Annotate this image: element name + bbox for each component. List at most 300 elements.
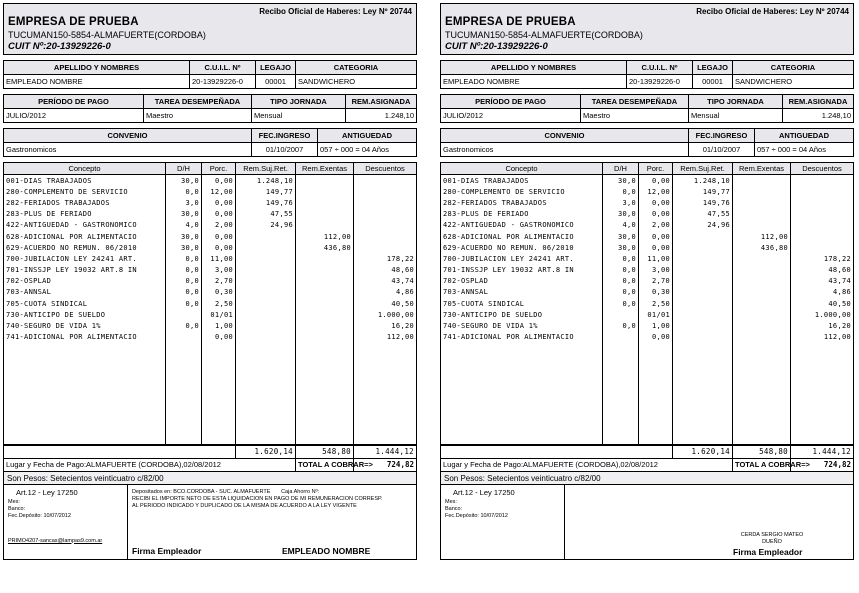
concept-remsuj: 149,77 xyxy=(673,186,733,197)
concept-porc: 0,30 xyxy=(202,287,236,298)
concept-remsuj xyxy=(673,253,733,264)
concepts-table xyxy=(440,162,854,445)
concept-name: 741-ADICIONAL POR ALIMENTACIO xyxy=(441,332,603,343)
concept-remsuj: 149,77 xyxy=(236,186,296,197)
concept-porc: 0,00 xyxy=(639,175,673,187)
concept-remexe xyxy=(733,265,791,276)
concept-name xyxy=(441,343,603,354)
concept-dh: 0,0 xyxy=(603,186,639,197)
label-rem: REM.ASIGNADA xyxy=(783,95,854,109)
concept-name xyxy=(441,376,603,387)
fecdep-label: Fec.Depósito: 10/07/2012 xyxy=(8,512,71,519)
concept-name: 700-JUBILACION LEY 24241 ART. xyxy=(4,253,166,264)
concept-name: 702-OSPLAD xyxy=(441,276,603,287)
firma-empleador: Firma Empleador xyxy=(132,545,202,556)
concept-remexe xyxy=(296,197,354,208)
concept-dh xyxy=(166,332,202,343)
table-row xyxy=(4,399,417,410)
employee-name: EMPLEADO NOMBRE xyxy=(4,75,190,89)
concept-name: 730-ANTICIPO DE SUELDO xyxy=(441,309,603,320)
empleado-nombre: EMPLEADO NOMBRE xyxy=(282,545,371,556)
concept-dh xyxy=(166,399,202,410)
footer xyxy=(3,485,417,560)
concept-porc: 0,30 xyxy=(639,287,673,298)
concept-desc xyxy=(791,242,854,253)
receipt-employee-copy xyxy=(3,3,417,560)
concept-name: 280-COMPLEMENTO DE SERVICIO xyxy=(441,186,603,197)
total-cobrar-label: TOTAL A COBRAR=> xyxy=(296,458,354,471)
concept-remsuj xyxy=(236,421,296,432)
concept-remexe xyxy=(296,175,354,187)
concept-porc: 0,00 xyxy=(639,197,673,208)
table-row xyxy=(4,376,417,387)
concept-remsuj xyxy=(673,231,733,242)
concept-name: 282-FERIADOS TRABAJADOS xyxy=(441,197,603,208)
label-apellido: APELLIDO Y NOMBRES xyxy=(441,61,627,75)
concept-remsuj xyxy=(236,332,296,343)
table-row xyxy=(4,421,417,432)
label-cuil: C.U.I.L. Nº xyxy=(190,61,256,75)
concept-dh xyxy=(166,343,202,354)
label-concepto: Concepto xyxy=(4,163,166,175)
concept-remexe xyxy=(733,343,791,354)
table-row xyxy=(441,421,854,432)
concept-remsuj xyxy=(236,410,296,421)
concept-desc: 16,20 xyxy=(791,320,854,331)
concept-porc: 3,00 xyxy=(639,265,673,276)
concept-remsuj xyxy=(673,309,733,320)
concept-remsuj xyxy=(673,376,733,387)
label-dh: D/H xyxy=(166,163,202,175)
table-row xyxy=(4,410,417,421)
concept-dh: 0,0 xyxy=(603,265,639,276)
company-address: TUCUMAN150-5854-ALMAFUERTE(CORDOBA) xyxy=(445,30,643,40)
table-row xyxy=(441,276,854,287)
concept-desc: 43,74 xyxy=(791,276,854,287)
concept-remsuj xyxy=(236,276,296,287)
concept-remsuj xyxy=(673,287,733,298)
concept-dh xyxy=(603,376,639,387)
concept-remsuj xyxy=(236,365,296,376)
concept-remexe xyxy=(296,399,354,410)
concept-dh: 0,0 xyxy=(603,253,639,264)
concept-remsuj xyxy=(673,343,733,354)
concept-dh xyxy=(166,365,202,376)
concept-remexe: 436,80 xyxy=(296,242,354,253)
concept-name: 701-INSSJP LEY 19032 ART.8 IN xyxy=(441,265,603,276)
concept-dh xyxy=(603,432,639,444)
antiguedad-value: 057 ÷ 000 = 04 Años xyxy=(755,143,854,157)
employee-info-table xyxy=(440,60,854,89)
concept-remexe xyxy=(733,421,791,432)
concept-dh xyxy=(603,332,639,343)
label-categoria: CATEGORIA xyxy=(296,61,417,75)
concept-dh xyxy=(166,354,202,365)
concept-remexe xyxy=(296,287,354,298)
concept-dh: 4,0 xyxy=(166,220,202,231)
fecingreso-value: 01/10/2007 xyxy=(689,143,755,157)
concept-name: 705-CUOTA SINDICAL xyxy=(4,298,166,309)
concept-name xyxy=(441,388,603,399)
table-row xyxy=(4,231,417,242)
concept-remexe xyxy=(296,388,354,399)
concept-name: 283-PLUS DE FERIADO xyxy=(441,209,603,220)
concept-porc: 2,00 xyxy=(639,220,673,231)
concept-porc xyxy=(639,376,673,387)
mes-label: Mes: xyxy=(445,498,457,505)
concept-remsuj xyxy=(673,365,733,376)
concept-desc xyxy=(791,376,854,387)
concept-name xyxy=(4,388,166,399)
concept-dh xyxy=(603,421,639,432)
concept-dh: 0,0 xyxy=(603,320,639,331)
table-row xyxy=(441,332,854,343)
concept-name: 730-ANTICIPO DE SUELDO xyxy=(4,309,166,320)
neto-value: 724,82 xyxy=(791,458,854,471)
concept-porc xyxy=(202,399,236,410)
table-row xyxy=(441,242,854,253)
jornada-value: Mensual xyxy=(252,109,346,123)
concept-remexe xyxy=(296,220,354,231)
concept-name xyxy=(4,376,166,387)
total-exe: 548,80 xyxy=(733,445,791,458)
concept-porc: 01/01 xyxy=(639,309,673,320)
concept-porc xyxy=(639,399,673,410)
concept-remsuj xyxy=(673,354,733,365)
concept-name: 001-DIAS TRABAJADOS xyxy=(441,175,603,187)
concept-remexe xyxy=(296,332,354,343)
concept-porc xyxy=(639,365,673,376)
concept-name: 740-SEGURO DE VIDA 1% xyxy=(4,320,166,331)
concept-remsuj xyxy=(673,432,733,444)
concept-name xyxy=(4,410,166,421)
table-row xyxy=(441,320,854,331)
concepts-body xyxy=(4,175,417,445)
concept-name: 629-ACUERDO NO REMUN. 06/2010 xyxy=(441,242,603,253)
label-tarea: TAREA DESEMPEÑADA xyxy=(581,95,689,109)
mes-label: Mes: xyxy=(8,498,20,505)
recibi-line2: AL PERIODO INDICADO Y DUPLICADO DE LA MISMA DE ACUERDO A LA LEY VIGENTE xyxy=(132,502,357,509)
concept-porc: 11,00 xyxy=(202,253,236,264)
table-row xyxy=(441,231,854,242)
concept-remsuj xyxy=(236,265,296,276)
table-row xyxy=(4,209,417,220)
concept-desc xyxy=(354,209,417,220)
concept-remsuj xyxy=(673,421,733,432)
concept-porc: 0,00 xyxy=(639,332,673,343)
concept-remsuj xyxy=(236,242,296,253)
concept-desc xyxy=(354,421,417,432)
concept-desc xyxy=(354,197,417,208)
concept-remexe xyxy=(733,220,791,231)
caja-label: Caja Ahorro Nº: xyxy=(281,488,320,495)
concept-dh: 3,0 xyxy=(603,197,639,208)
label-remexe: Rem.Exentas xyxy=(296,163,354,175)
rem-value: 1.248,10 xyxy=(346,109,417,123)
concept-name: 702-OSPLAD xyxy=(4,276,166,287)
email-label: PRIMO4207-sancas@lampas9.com.ar xyxy=(8,537,103,544)
table-row xyxy=(441,388,854,399)
concept-remsuj xyxy=(236,253,296,264)
table-row xyxy=(4,186,417,197)
concept-remexe xyxy=(296,253,354,264)
concept-porc: 01/01 xyxy=(202,309,236,320)
concept-dh: 0,0 xyxy=(166,298,202,309)
depositados-label: Depositados en: BCO.CORDOBA - SUC. ALMAFUERTE xyxy=(132,488,271,495)
concept-remexe xyxy=(296,365,354,376)
concept-porc: 0,00 xyxy=(639,242,673,253)
concept-remsuj xyxy=(673,298,733,309)
concept-remsuj xyxy=(236,298,296,309)
label-desc: Descuentos xyxy=(354,163,417,175)
total-desc: 1.444,12 xyxy=(791,445,854,458)
concept-desc xyxy=(354,365,417,376)
concept-dh xyxy=(603,309,639,320)
concept-desc xyxy=(354,242,417,253)
concept-dh: 0,0 xyxy=(166,265,202,276)
concept-porc: 0,00 xyxy=(639,209,673,220)
concept-remexe xyxy=(296,186,354,197)
concept-dh: 0,0 xyxy=(166,287,202,298)
concept-remsuj: 1.248,10 xyxy=(236,175,296,187)
label-fecingreso: FEC.INGRESO xyxy=(252,129,318,143)
concept-remsuj xyxy=(236,320,296,331)
concept-remsuj: 47,55 xyxy=(673,209,733,220)
concept-remexe: 112,00 xyxy=(733,231,791,242)
concept-remexe xyxy=(733,209,791,220)
table-row xyxy=(4,197,417,208)
concept-dh: 30,0 xyxy=(166,209,202,220)
totals-table xyxy=(3,445,417,472)
period-table xyxy=(3,94,417,123)
table-row xyxy=(441,265,854,276)
son-pesos: Son Pesos: Setecientos veinticuatro c/82/00 xyxy=(3,472,417,485)
table-row xyxy=(4,242,417,253)
concept-porc xyxy=(202,421,236,432)
concept-porc: 0,00 xyxy=(202,242,236,253)
concept-dh: 0,0 xyxy=(166,253,202,264)
concept-remsuj xyxy=(236,231,296,242)
concept-remsuj xyxy=(236,376,296,387)
concept-remexe xyxy=(733,376,791,387)
concept-porc: 2,50 xyxy=(639,298,673,309)
label-remsuj: Rem.Suj.Ret. xyxy=(236,163,296,175)
son-pesos: Son Pesos: Setecientos veinticuatro c/82/00 xyxy=(440,472,854,485)
concept-remexe xyxy=(296,265,354,276)
concept-desc xyxy=(354,343,417,354)
concept-desc xyxy=(354,399,417,410)
concept-porc: 2,50 xyxy=(202,298,236,309)
table-row xyxy=(441,354,854,365)
table-row xyxy=(4,276,417,287)
concept-desc xyxy=(791,354,854,365)
label-rem: REM.ASIGNADA xyxy=(346,95,417,109)
concept-name xyxy=(4,365,166,376)
concept-desc: 40,50 xyxy=(354,298,417,309)
concept-desc xyxy=(791,388,854,399)
concept-dh xyxy=(166,432,202,444)
concept-desc: 4,86 xyxy=(791,287,854,298)
employee-cuil: 20-13929226-0 xyxy=(190,75,256,89)
concept-remsuj xyxy=(236,432,296,444)
jornada-value: Mensual xyxy=(689,109,783,123)
table-row xyxy=(4,388,417,399)
concept-name: 703-ANNSAL xyxy=(441,287,603,298)
concept-desc: 4,86 xyxy=(354,287,417,298)
concept-dh xyxy=(603,365,639,376)
concept-name: 740-SEGURO DE VIDA 1% xyxy=(441,320,603,331)
concept-desc xyxy=(791,410,854,421)
table-row xyxy=(4,253,417,264)
convenio-table xyxy=(440,128,854,157)
label-antiguedad: ANTIGUEDAD xyxy=(318,129,417,143)
table-row xyxy=(441,298,854,309)
concept-dh: 0,0 xyxy=(603,298,639,309)
table-row xyxy=(4,343,417,354)
concept-name: 628-ADICIONAL POR ALIMENTACIO xyxy=(441,231,603,242)
concept-porc xyxy=(202,354,236,365)
label-porc: Porc. xyxy=(639,163,673,175)
concept-dh xyxy=(603,354,639,365)
label-remsuj: Rem.Suj.Ret. xyxy=(673,163,733,175)
concept-name: 280-COMPLEMENTO DE SERVICIO xyxy=(4,186,166,197)
concept-remexe: 436,80 xyxy=(733,242,791,253)
concept-desc: 16,20 xyxy=(354,320,417,331)
concept-porc xyxy=(639,421,673,432)
concept-remexe xyxy=(733,253,791,264)
concept-dh: 30,0 xyxy=(166,175,202,187)
concept-desc: 112,00 xyxy=(354,332,417,343)
label-jornada: TIPO JORNADA xyxy=(689,95,783,109)
table-row xyxy=(441,287,854,298)
concept-remsuj xyxy=(236,354,296,365)
concept-desc: 178,22 xyxy=(791,253,854,264)
label-remexe: Rem.Exentas xyxy=(733,163,791,175)
concept-name: 282-FERIADOS TRABAJADOS xyxy=(4,197,166,208)
table-row xyxy=(4,175,417,187)
table-row xyxy=(4,220,417,231)
concept-porc: 1,00 xyxy=(202,320,236,331)
concept-porc: 0,00 xyxy=(639,231,673,242)
concept-porc: 2,00 xyxy=(202,220,236,231)
concept-dh: 30,0 xyxy=(603,242,639,253)
concept-dh: 0,0 xyxy=(603,287,639,298)
concept-desc xyxy=(791,343,854,354)
footer xyxy=(440,485,854,560)
concept-dh: 4,0 xyxy=(603,220,639,231)
concept-remexe xyxy=(733,186,791,197)
company-name: EMPRESA DE PRUEBA xyxy=(445,16,576,28)
table-row xyxy=(4,309,417,320)
receipt-header xyxy=(440,3,854,55)
concept-name: 422-ANTIGUEDAD - GASTRONOMICO xyxy=(441,220,603,231)
concept-remsuj xyxy=(236,388,296,399)
total-suj: 1.620,14 xyxy=(236,445,296,458)
total-desc: 1.444,12 xyxy=(354,445,417,458)
concept-name xyxy=(4,432,166,444)
concept-dh: 0,0 xyxy=(166,186,202,197)
concept-porc xyxy=(639,343,673,354)
table-row xyxy=(4,354,417,365)
concept-remexe xyxy=(733,332,791,343)
concept-dh xyxy=(166,388,202,399)
concept-remexe xyxy=(296,343,354,354)
concept-porc: 0,00 xyxy=(202,231,236,242)
concept-dh: 30,0 xyxy=(166,231,202,242)
concept-desc: 40,50 xyxy=(791,298,854,309)
table-row xyxy=(4,365,417,376)
table-row xyxy=(441,410,854,421)
concept-dh: 30,0 xyxy=(603,231,639,242)
concept-desc xyxy=(354,432,417,444)
table-row xyxy=(4,298,417,309)
table-row xyxy=(4,432,417,444)
concept-name: 703-ANNSAL xyxy=(4,287,166,298)
table-row xyxy=(441,175,854,187)
label-categoria: CATEGORIA xyxy=(733,61,854,75)
antiguedad-value: 057 ÷ 000 = 04 Años xyxy=(318,143,417,157)
concept-desc xyxy=(354,175,417,187)
convenio-table xyxy=(3,128,417,157)
concept-remsuj: 47,55 xyxy=(236,209,296,220)
concept-remsuj xyxy=(673,320,733,331)
table-row xyxy=(441,197,854,208)
concept-dh xyxy=(603,410,639,421)
employee-cuil: 20-13929226-0 xyxy=(627,75,693,89)
concept-porc xyxy=(202,410,236,421)
concept-remexe xyxy=(733,309,791,320)
concept-desc xyxy=(354,186,417,197)
concept-porc xyxy=(639,432,673,444)
concept-remexe xyxy=(296,354,354,365)
concept-dh xyxy=(166,421,202,432)
concept-porc xyxy=(202,343,236,354)
label-periodo: PERÍODO DE PAGO xyxy=(441,95,581,109)
concept-remexe xyxy=(296,320,354,331)
concept-remexe xyxy=(733,388,791,399)
concept-desc xyxy=(791,432,854,444)
concept-remsuj xyxy=(236,343,296,354)
concept-name xyxy=(441,421,603,432)
concept-remexe xyxy=(296,298,354,309)
convenio-value: Gastronomicos xyxy=(441,143,689,157)
concept-desc: 112,00 xyxy=(791,332,854,343)
table-row xyxy=(441,253,854,264)
concept-remexe xyxy=(296,432,354,444)
convenio-value: Gastronomicos xyxy=(4,143,252,157)
label-antiguedad: ANTIGUEDAD xyxy=(755,129,854,143)
concept-remsuj xyxy=(673,276,733,287)
concept-porc: 0,00 xyxy=(202,197,236,208)
firmante-cargo: DUEÑO xyxy=(762,538,782,545)
concept-remsuj: 1.248,10 xyxy=(673,175,733,187)
tarea-value: Maestro xyxy=(581,109,689,123)
label-legajo: LEGAJO xyxy=(693,61,733,75)
concept-remexe xyxy=(733,175,791,187)
concept-name xyxy=(4,399,166,410)
concept-name xyxy=(441,399,603,410)
concept-dh xyxy=(603,399,639,410)
concept-remexe xyxy=(733,276,791,287)
concept-name xyxy=(4,354,166,365)
concept-remsuj xyxy=(673,332,733,343)
concept-porc xyxy=(202,388,236,399)
concept-dh xyxy=(166,309,202,320)
receipt-employer-copy xyxy=(440,3,854,560)
concept-dh xyxy=(166,376,202,387)
firma-empleador: Firma Empleador xyxy=(733,546,803,557)
table-row xyxy=(4,287,417,298)
